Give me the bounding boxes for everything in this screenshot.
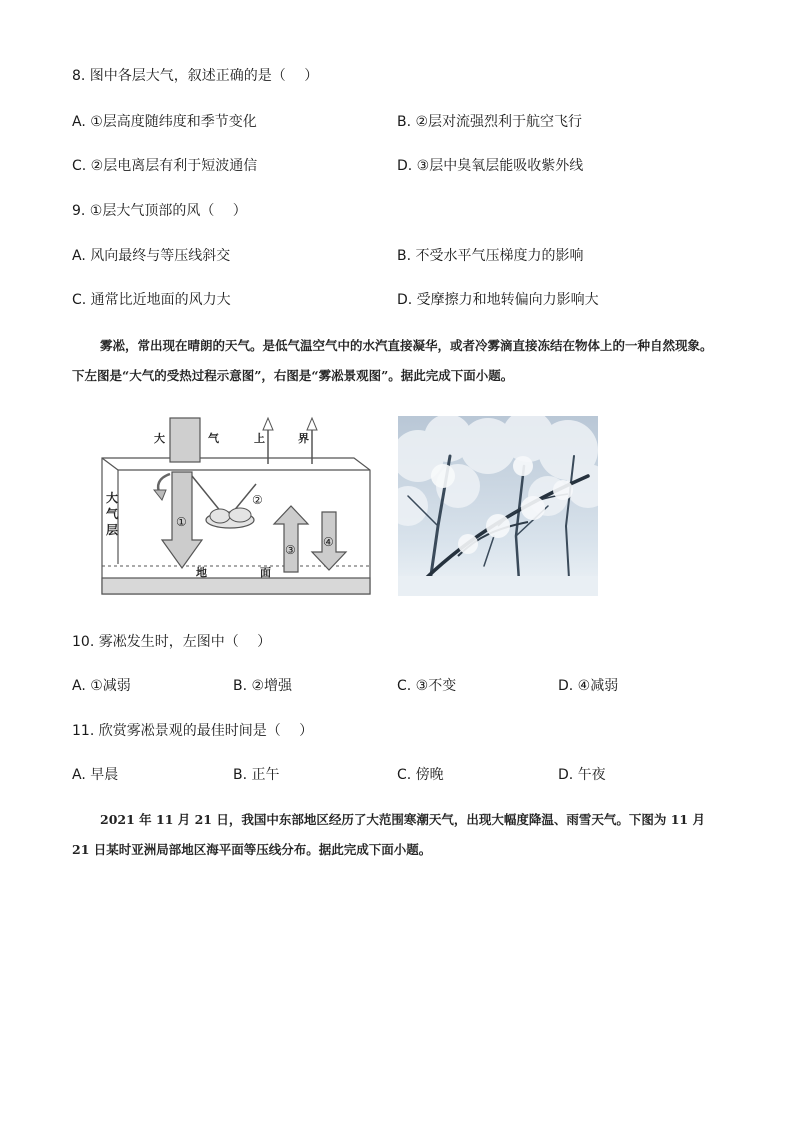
question-10-option-a[interactable]: A. ①减弱 xyxy=(72,678,131,694)
ground-label-mian: 面 xyxy=(260,566,271,579)
question-9-option-a[interactable]: A. 风向最终与等压线斜交 xyxy=(72,248,231,264)
question-9-option-d[interactable]: D. 受摩擦力和地转偏向力影响大 xyxy=(397,292,599,308)
rime-landscape-photo xyxy=(398,416,598,596)
side-label-1: 大 xyxy=(106,491,119,505)
question-9-stem: 9. ①层大气顶部的风（ ） xyxy=(72,203,247,219)
question-10-option-c[interactable]: C. ③不变 xyxy=(397,678,457,694)
passage-cold-wave: 2021 年 11 月 21 日，我国中东部地区经历了大范围寒潮天气，出现大幅度降温、雨雪天气。下图为 11 月 21 日某时亚洲局部地区海平面等压线分布。据此完成下面小题。 xyxy=(72,812,705,857)
ground-label-di: 地 xyxy=(196,566,207,579)
question-10-option-d[interactable]: D. ④减弱 xyxy=(558,678,619,694)
question-11-option-c[interactable]: C. 傍晚 xyxy=(397,767,444,783)
label-da: 大 xyxy=(154,432,165,445)
question-11-option-b[interactable]: B. 正午 xyxy=(233,767,280,783)
question-8-stem: 8. 图中各层大气，叙述正确的是（ ） xyxy=(72,68,319,84)
side-label-2: 气 xyxy=(106,507,119,521)
atmosphere-heating-diagram xyxy=(96,414,376,600)
question-11-option-a[interactable]: A. 早晨 xyxy=(72,767,119,783)
question-8-option-a[interactable]: A. ①层高度随纬度和季节变化 xyxy=(72,114,257,130)
question-11-stem: 11. 欣赏雾凇景观的最佳时间是（ ） xyxy=(72,723,314,739)
marker-2: ② xyxy=(252,493,263,507)
marker-4: ④ xyxy=(323,535,334,549)
marker-3: ③ xyxy=(285,543,296,557)
question-9-option-c[interactable]: C. 通常比近地面的风力大 xyxy=(72,292,231,308)
label-jie: 界 xyxy=(298,432,309,445)
question-11-option-d[interactable]: D. 午夜 xyxy=(558,767,606,783)
passage-rime: 雾凇，常出现在晴朗的天气。是低气温空气中的水汽直接凝华，或者冷雾滴直接冻结在物体上的一种自然现象。下左图是“大气的受热过程示意图”，右图是“雾凇景观图”。据此完成下面小题。 xyxy=(72,338,713,383)
question-10-stem: 10. 雾凇发生时，左图中（ ） xyxy=(72,634,272,650)
marker-1: ① xyxy=(176,515,187,529)
label-qi: 气 xyxy=(208,432,219,445)
side-label-3: 层 xyxy=(106,523,119,537)
question-8-option-c[interactable]: C. ②层电离层有利于短波通信 xyxy=(72,158,258,174)
question-8-option-b[interactable]: B. ②层对流强烈利于航空飞行 xyxy=(397,114,583,130)
label-shang: 上 xyxy=(254,432,265,445)
question-8-option-d[interactable]: D. ③层中臭氧层能吸收紫外线 xyxy=(397,158,584,174)
question-9-option-b[interactable]: B. 不受水平气压梯度力的影响 xyxy=(397,248,584,264)
question-10-option-b[interactable]: B. ②增强 xyxy=(233,678,293,694)
